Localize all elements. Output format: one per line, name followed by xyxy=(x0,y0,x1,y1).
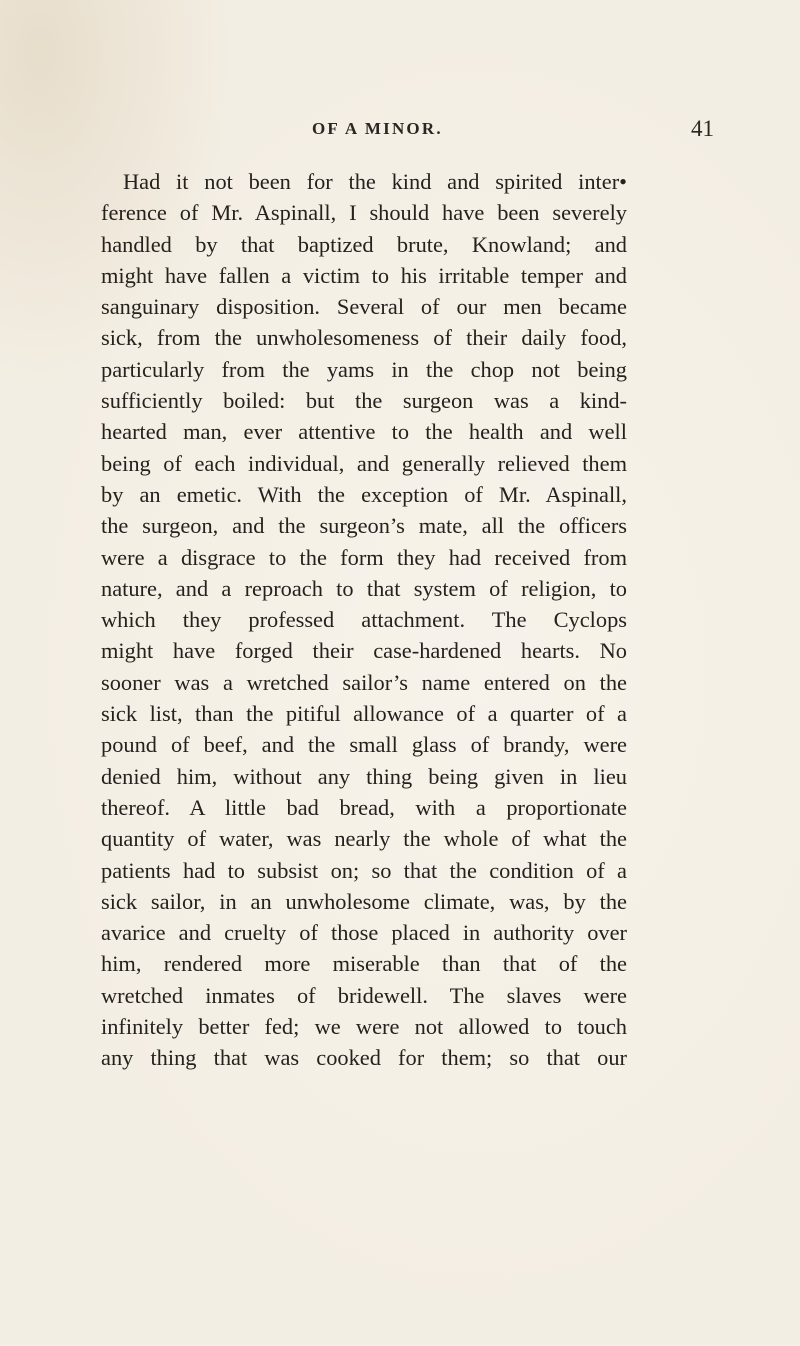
text-line: nature, and a reproach to that system of religion, to xyxy=(101,575,627,601)
text-line: sufficiently boiled: but the surgeon was a kind- xyxy=(101,388,627,414)
text-line: sick, from the unwholesomeness of their daily food, xyxy=(101,325,627,351)
text-line: the surgeon, and the surgeon’s mate, all the officers xyxy=(101,513,627,539)
text-line: particularly from the yams in the chop not being xyxy=(101,356,627,382)
text-line: being of each individual, and generally relieved them xyxy=(101,450,627,476)
text-line: sick list, than the pitiful allowance of a quarter of a xyxy=(101,701,627,727)
text-line: handled by that baptized brute, Knowland; and xyxy=(101,231,627,257)
text-line: sooner was a wretched sailor’s name entered on the xyxy=(101,669,627,695)
text-line: by an emetic. With the exception of Mr. Aspinall, xyxy=(101,481,627,507)
text-line: any thing that was cooked for them; so that our xyxy=(101,1045,627,1071)
text-line: patients had to subsist on; so that the condition of a xyxy=(101,857,627,883)
text-line: quantity of water, was nearly the whole of what the xyxy=(101,826,627,852)
text-line: thereof. A little bad bread, with a proportionate xyxy=(101,794,627,820)
text-line: avarice and cruelty of those placed in authority over xyxy=(101,920,627,946)
text-line: hearted man, ever attentive to the health and well xyxy=(101,419,627,445)
body-text xyxy=(101,166,627,1074)
text-line: which they professed attachment. The Cyclops xyxy=(101,607,627,633)
text-line: pound of beef, and the small glass of brandy, were xyxy=(101,732,627,758)
text-line: might have forged their case-hardened hearts. No xyxy=(101,638,627,664)
page-number: 41 xyxy=(691,116,714,141)
text-line: him, rendered more miserable than that of the xyxy=(101,951,627,977)
text-line: sick sailor, in an unwholesome climate, was, by the xyxy=(101,888,627,914)
text-line: denied him, without any thing being given in lieu xyxy=(101,763,627,789)
text-line: might have fallen a victim to his irritable temper and xyxy=(101,262,627,288)
text-line: were a disgrace to the form they had received from xyxy=(101,544,627,570)
text-line: wretched inmates of bridewell. The slaves were xyxy=(101,982,627,1008)
text-line: ference of Mr. Aspinall, I should have been severely xyxy=(101,200,627,226)
text-line: infinitely better fed; we were not allowed to touch xyxy=(101,1014,627,1040)
running-title: OF A MINOR. xyxy=(312,119,443,138)
running-head xyxy=(0,116,800,149)
text-line: Had it not been for the kind and spirited inter• xyxy=(123,169,627,194)
text-line: sanguinary disposition. Several of our men became xyxy=(101,294,627,320)
